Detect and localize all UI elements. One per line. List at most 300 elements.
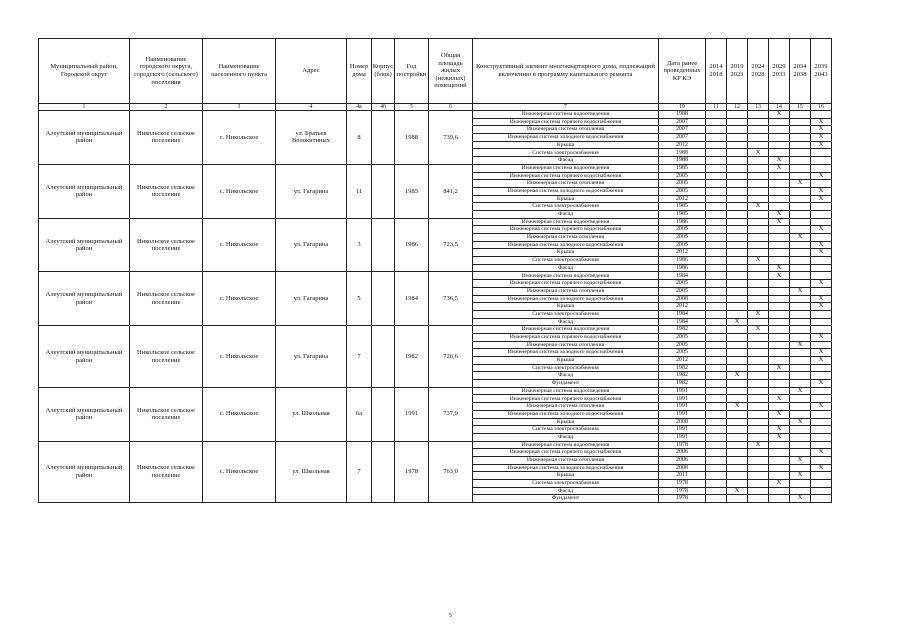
- cell-last-repair-date: 2005: [659, 341, 706, 349]
- cell-period-mark: X: [811, 249, 832, 257]
- cell-period-mark: [769, 195, 790, 203]
- cell-address: ул. Школьная: [276, 441, 347, 503]
- cell-element: Инженерная система водоотведения: [473, 164, 659, 172]
- cell-period-mark: X: [811, 172, 832, 180]
- cell-period-mark: [727, 257, 748, 265]
- cell-element: Инженерная система отопления: [473, 234, 659, 242]
- cell-period-mark: [727, 472, 748, 480]
- cell-period-mark: X: [811, 464, 832, 472]
- cell-period-mark: [727, 456, 748, 464]
- cell-element: Фасад: [473, 318, 659, 326]
- cell-last-repair-date: 1978: [659, 480, 706, 488]
- cell-period-mark: [748, 195, 769, 203]
- cell-period-mark: [811, 372, 832, 380]
- cell-period-mark: [790, 333, 811, 341]
- cell-area: 736,5: [429, 272, 473, 326]
- cell-year-built: 1985: [395, 164, 429, 218]
- cell-element: Инженерная система водоотведения: [473, 218, 659, 226]
- cell-period-mark: [748, 126, 769, 134]
- cell-period-mark: [727, 418, 748, 426]
- cell-last-repair-date: 2006: [659, 456, 706, 464]
- cell-period-mark: [790, 395, 811, 403]
- cell-period-mark: X: [748, 310, 769, 318]
- cell-period-mark: X: [769, 433, 790, 441]
- cell-period-mark: [790, 326, 811, 334]
- cell-period-mark: [769, 303, 790, 311]
- cell-locality: с. Никольское: [203, 111, 276, 165]
- cell-period-mark: [706, 441, 727, 449]
- cell-period-mark: [727, 464, 748, 472]
- column-number: 12: [727, 104, 748, 111]
- cell-period-mark: [748, 449, 769, 457]
- cell-period-mark: X: [811, 349, 832, 357]
- cell-period-mark: X: [748, 326, 769, 334]
- cell-period-mark: [727, 326, 748, 334]
- cell-last-repair-date: 2005: [659, 280, 706, 288]
- cell-period-mark: [727, 357, 748, 365]
- cell-element: Крыша: [473, 249, 659, 257]
- cell-settlement: Никольское сельское поселение: [130, 441, 203, 503]
- column-number: 4: [276, 104, 347, 111]
- cell-period-mark: X: [811, 134, 832, 142]
- cell-period-mark: X: [790, 287, 811, 295]
- cell-period-mark: [769, 403, 790, 411]
- column-number: 5: [395, 104, 429, 111]
- cell-area: 723,5: [429, 218, 473, 272]
- cell-last-repair-date: 1978: [659, 487, 706, 495]
- cell-period-mark: [769, 464, 790, 472]
- cell-last-repair-date: 1985: [659, 164, 706, 172]
- cell-period-mark: [811, 318, 832, 326]
- cell-last-repair-date: 2012: [659, 141, 706, 149]
- cell-period-mark: [727, 395, 748, 403]
- cell-period-mark: [748, 141, 769, 149]
- cell-period-mark: [748, 403, 769, 411]
- cell-period-mark: [727, 387, 748, 395]
- cell-period-mark: X: [769, 410, 790, 418]
- column-number: 11: [706, 104, 727, 111]
- cell-element: Инженерная система холодного водоснабжения: [473, 349, 659, 357]
- cell-period-mark: [748, 395, 769, 403]
- cell-period-mark: [748, 426, 769, 434]
- cell-element: Крыша: [473, 141, 659, 149]
- cell-period-mark: [748, 295, 769, 303]
- cell-period-mark: X: [769, 395, 790, 403]
- cell-last-repair-date: 2012: [659, 357, 706, 365]
- cell-element: Инженерная система отопления: [473, 403, 659, 411]
- cell-period-mark: [706, 333, 727, 341]
- cell-last-repair-date: 1984: [659, 272, 706, 280]
- table-row: [39, 387, 832, 395]
- cell-period-mark: [706, 433, 727, 441]
- cell-period-mark: [790, 295, 811, 303]
- header-last-repair: Дата ранее проведенных КР КЭ: [659, 39, 706, 104]
- cell-element: Инженерная система горячего водоснабжения: [473, 118, 659, 126]
- cell-last-repair-date: 1982: [659, 326, 706, 334]
- column-number: 2: [130, 104, 203, 111]
- cell-period-mark: [811, 326, 832, 334]
- cell-period-mark: [727, 433, 748, 441]
- cell-period-mark: [748, 333, 769, 341]
- cell-period-mark: [727, 234, 748, 242]
- cell-period-mark: [769, 126, 790, 134]
- cell-period-mark: [706, 349, 727, 357]
- header-row: [39, 39, 832, 104]
- cell-municipal-district: Алеутский муниципальный район: [39, 164, 130, 218]
- cell-period-mark: [790, 426, 811, 434]
- cell-settlement: Никольское сельское поселение: [130, 164, 203, 218]
- header-period: 2019 2023: [727, 39, 748, 104]
- cell-period-mark: X: [790, 234, 811, 242]
- cell-settlement: Никольское сельское поселение: [130, 218, 203, 272]
- cell-period-mark: [790, 157, 811, 165]
- cell-address: ул. Гагарина: [276, 272, 347, 326]
- cell-building: [372, 164, 395, 218]
- cell-building: [372, 218, 395, 272]
- cell-period-mark: [769, 241, 790, 249]
- cell-area: 726,6: [429, 326, 473, 388]
- cell-period-mark: [769, 249, 790, 257]
- cell-period-mark: [706, 310, 727, 318]
- cell-period-mark: [790, 210, 811, 218]
- cell-period-mark: X: [811, 141, 832, 149]
- cell-period-mark: [727, 226, 748, 234]
- cell-period-mark: [706, 241, 727, 249]
- cell-period-mark: X: [811, 226, 832, 234]
- cell-period-mark: [811, 433, 832, 441]
- cell-element: Инженерная система горячего водоснабжения: [473, 280, 659, 288]
- cell-last-repair-date: 2005: [659, 226, 706, 234]
- cell-last-repair-date: 1991: [659, 403, 706, 411]
- cell-period-mark: [769, 487, 790, 495]
- cell-period-mark: [769, 326, 790, 334]
- cell-period-mark: [706, 172, 727, 180]
- cell-period-mark: X: [748, 257, 769, 265]
- column-number: 13: [748, 104, 769, 111]
- cell-period-mark: X: [811, 449, 832, 457]
- cell-period-mark: [748, 249, 769, 257]
- cell-municipal-district: Алеутский муниципальный район: [39, 326, 130, 388]
- cell-address: ул. Братьев Волокитиных: [276, 111, 347, 165]
- cell-period-mark: [811, 164, 832, 172]
- cell-period-mark: [748, 380, 769, 388]
- cell-period-mark: [748, 357, 769, 365]
- cell-period-mark: X: [811, 403, 832, 411]
- cell-last-repair-date: 1986: [659, 264, 706, 272]
- header-municipal-district: Муниципальный район, Городской округ: [39, 39, 130, 104]
- cell-period-mark: [790, 249, 811, 257]
- cell-period-mark: [790, 380, 811, 388]
- cell-period-mark: [811, 387, 832, 395]
- cell-element: Система электроснабжения: [473, 426, 659, 434]
- column-number: 3: [203, 104, 276, 111]
- cell-period-mark: X: [769, 164, 790, 172]
- cell-period-mark: [748, 418, 769, 426]
- cell-period-mark: [748, 303, 769, 311]
- cell-period-mark: [706, 280, 727, 288]
- header-element: Конструктивный элемент многоквартирного дома, подлежащий включению в программу капитального ремонта: [473, 39, 659, 104]
- cell-last-repair-date: 1991: [659, 395, 706, 403]
- cell-period-mark: [748, 157, 769, 165]
- cell-period-mark: [769, 118, 790, 126]
- cell-settlement: Никольское сельское поселение: [130, 111, 203, 165]
- cell-element: Крыша: [473, 472, 659, 480]
- cell-period-mark: [769, 187, 790, 195]
- cell-building: [372, 326, 395, 388]
- cell-period-mark: [727, 118, 748, 126]
- cell-last-repair-date: 1982: [659, 364, 706, 372]
- column-number: 6: [429, 104, 473, 111]
- cell-period-mark: [706, 203, 727, 211]
- cell-period-mark: [790, 487, 811, 495]
- cell-period-mark: [706, 449, 727, 457]
- cell-year-built: 1982: [395, 326, 429, 388]
- cell-period-mark: [790, 372, 811, 380]
- cell-period-mark: [748, 349, 769, 357]
- cell-last-repair-date: 2005: [659, 234, 706, 242]
- cell-period-mark: [727, 218, 748, 226]
- cell-last-repair-date: 1988: [659, 149, 706, 157]
- cell-element: Фасад: [473, 264, 659, 272]
- cell-period-mark: [706, 195, 727, 203]
- cell-period-mark: [706, 472, 727, 480]
- cell-element: Крыша: [473, 418, 659, 426]
- header-house-number: Номер дома: [347, 39, 372, 104]
- cell-period-mark: [811, 264, 832, 272]
- cell-period-mark: [769, 441, 790, 449]
- cell-period-mark: [769, 180, 790, 188]
- cell-last-repair-date: 1991: [659, 387, 706, 395]
- cell-period-mark: [790, 364, 811, 372]
- table-row: [39, 218, 832, 226]
- cell-period-mark: X: [811, 280, 832, 288]
- cell-period-mark: [727, 295, 748, 303]
- cell-period-mark: [748, 180, 769, 188]
- cell-period-mark: [706, 134, 727, 142]
- cell-period-mark: [769, 280, 790, 288]
- table-body: [39, 111, 832, 503]
- cell-period-mark: [706, 164, 727, 172]
- cell-period-mark: [706, 364, 727, 372]
- cell-period-mark: [706, 318, 727, 326]
- cell-period-mark: [706, 464, 727, 472]
- cell-period-mark: [706, 218, 727, 226]
- cell-period-mark: X: [769, 426, 790, 434]
- cell-last-repair-date: 1991: [659, 433, 706, 441]
- cell-house-number: 8: [347, 111, 372, 165]
- cell-period-mark: [748, 287, 769, 295]
- cell-period-mark: X: [811, 118, 832, 126]
- cell-element: Инженерная система горячего водоснабжения: [473, 226, 659, 234]
- cell-period-mark: X: [790, 456, 811, 464]
- cell-municipal-district: Алеутский муниципальный район: [39, 111, 130, 165]
- cell-period-mark: [706, 357, 727, 365]
- cell-period-mark: X: [790, 472, 811, 480]
- cell-period-mark: [769, 203, 790, 211]
- cell-period-mark: [811, 480, 832, 488]
- header-year-built: Год постройки: [395, 39, 429, 104]
- cell-period-mark: X: [811, 380, 832, 388]
- cell-period-mark: [769, 134, 790, 142]
- cell-period-mark: [727, 111, 748, 119]
- cell-period-mark: [790, 410, 811, 418]
- cell-element: Система электроснабжения: [473, 364, 659, 372]
- cell-period-mark: [790, 441, 811, 449]
- cell-period-mark: [727, 495, 748, 503]
- cell-period-mark: [748, 187, 769, 195]
- cell-last-repair-date: 1988: [659, 111, 706, 119]
- cell-settlement: Никольское сельское поселение: [130, 387, 203, 441]
- cell-period-mark: [748, 280, 769, 288]
- cell-period-mark: [706, 480, 727, 488]
- header-locality: Наименование населенного пункта: [203, 39, 276, 104]
- cell-period-mark: [748, 364, 769, 372]
- cell-last-repair-date: 2008: [659, 464, 706, 472]
- cell-last-repair-date: 1988: [659, 157, 706, 165]
- cell-period-mark: [727, 149, 748, 157]
- cell-period-mark: [769, 456, 790, 464]
- cell-period-mark: X: [811, 303, 832, 311]
- cell-last-repair-date: 2005: [659, 349, 706, 357]
- cell-period-mark: [790, 357, 811, 365]
- cell-period-mark: X: [811, 295, 832, 303]
- column-number: 7: [473, 104, 659, 111]
- cell-period-mark: [706, 295, 727, 303]
- cell-period-mark: [727, 210, 748, 218]
- cell-period-mark: [811, 441, 832, 449]
- cell-period-mark: [790, 272, 811, 280]
- cell-period-mark: [706, 403, 727, 411]
- cell-period-mark: [706, 234, 727, 242]
- table-row: [39, 441, 832, 449]
- cell-period-mark: [727, 164, 748, 172]
- cell-period-mark: [769, 495, 790, 503]
- cell-period-mark: X: [769, 272, 790, 280]
- cell-period-mark: [748, 172, 769, 180]
- cell-period-mark: [811, 495, 832, 503]
- cell-period-mark: [706, 249, 727, 257]
- cell-period-mark: [811, 472, 832, 480]
- column-number: 16: [811, 104, 832, 111]
- cell-period-mark: [727, 249, 748, 257]
- cell-last-repair-date: 2012: [659, 249, 706, 257]
- cell-period-mark: [811, 410, 832, 418]
- header-period: 2039 2043: [811, 39, 832, 104]
- cell-element: Инженерная система отопления: [473, 287, 659, 295]
- cell-period-mark: [811, 149, 832, 157]
- cell-period-mark: [727, 134, 748, 142]
- cell-last-repair-date: 1986: [659, 257, 706, 265]
- cell-period-mark: [748, 134, 769, 142]
- cell-period-mark: [748, 472, 769, 480]
- cell-last-repair-date: 2007: [659, 134, 706, 142]
- header-address: Адрес: [276, 39, 347, 104]
- cell-period-mark: [811, 395, 832, 403]
- cell-house-number: 5: [347, 272, 372, 326]
- cell-period-mark: [790, 433, 811, 441]
- cell-period-mark: [790, 310, 811, 318]
- cell-last-repair-date: 1985: [659, 203, 706, 211]
- cell-period-mark: X: [727, 487, 748, 495]
- cell-period-mark: [790, 449, 811, 457]
- column-number-row: [39, 104, 832, 111]
- header-period: 2024 2028: [748, 39, 769, 104]
- cell-locality: с. Никольское: [203, 164, 276, 218]
- cell-period-mark: X: [769, 210, 790, 218]
- cell-period-mark: [706, 187, 727, 195]
- cell-period-mark: [811, 456, 832, 464]
- cell-last-repair-date: 1986: [659, 218, 706, 226]
- cell-area: 737,9: [429, 387, 473, 441]
- cell-period-mark: [811, 341, 832, 349]
- cell-period-mark: [706, 141, 727, 149]
- cell-building: [372, 272, 395, 326]
- cell-period-mark: [727, 303, 748, 311]
- cell-period-mark: [769, 472, 790, 480]
- cell-element: Инженерная система горячего водоснабжения: [473, 449, 659, 457]
- table-row: [39, 272, 832, 280]
- cell-period-mark: X: [811, 241, 832, 249]
- cell-last-repair-date: 1984: [659, 310, 706, 318]
- cell-element: Инженерная система водоотведения: [473, 387, 659, 395]
- cell-element: Фасад: [473, 487, 659, 495]
- cell-period-mark: [769, 149, 790, 157]
- cell-period-mark: [790, 195, 811, 203]
- cell-period-mark: [790, 164, 811, 172]
- cell-house-number: 7: [347, 326, 372, 388]
- cell-period-mark: [727, 272, 748, 280]
- cell-period-mark: X: [811, 195, 832, 203]
- column-number: 10: [659, 104, 706, 111]
- cell-period-mark: X: [790, 180, 811, 188]
- cell-element: Система электроснабжения: [473, 149, 659, 157]
- cell-period-mark: [727, 264, 748, 272]
- cell-period-mark: [706, 495, 727, 503]
- cell-period-mark: [748, 241, 769, 249]
- cell-locality: с. Никольское: [203, 387, 276, 441]
- cell-last-repair-date: 1991: [659, 410, 706, 418]
- cell-period-mark: X: [811, 357, 832, 365]
- cell-period-mark: [769, 234, 790, 242]
- cell-period-mark: X: [748, 203, 769, 211]
- cell-period-mark: [811, 426, 832, 434]
- cell-period-mark: [790, 264, 811, 272]
- cell-period-mark: [727, 449, 748, 457]
- cell-period-mark: [706, 111, 727, 119]
- cell-period-mark: X: [727, 403, 748, 411]
- cell-period-mark: [706, 264, 727, 272]
- cell-last-repair-date: 1984: [659, 318, 706, 326]
- cell-element: Инженерная система отопления: [473, 126, 659, 134]
- cell-period-mark: [706, 380, 727, 388]
- cell-period-mark: [748, 272, 769, 280]
- header-building: Корпус (блок): [372, 39, 395, 104]
- cell-period-mark: [727, 349, 748, 357]
- cell-last-repair-date: 1978: [659, 441, 706, 449]
- cell-period-mark: [790, 172, 811, 180]
- cell-element: Инженерная система водоотведения: [473, 111, 659, 119]
- cell-element: Инженерная система холодного водоснабжения: [473, 464, 659, 472]
- cell-period-mark: X: [769, 264, 790, 272]
- cell-period-mark: [727, 364, 748, 372]
- cell-last-repair-date: 2005: [659, 172, 706, 180]
- cell-element: Инженерная система водоотведения: [473, 272, 659, 280]
- cell-element: Система электроснабжения: [473, 203, 659, 211]
- cell-period-mark: [727, 187, 748, 195]
- cell-period-mark: [748, 111, 769, 119]
- cell-period-mark: [748, 218, 769, 226]
- cell-period-mark: [706, 149, 727, 157]
